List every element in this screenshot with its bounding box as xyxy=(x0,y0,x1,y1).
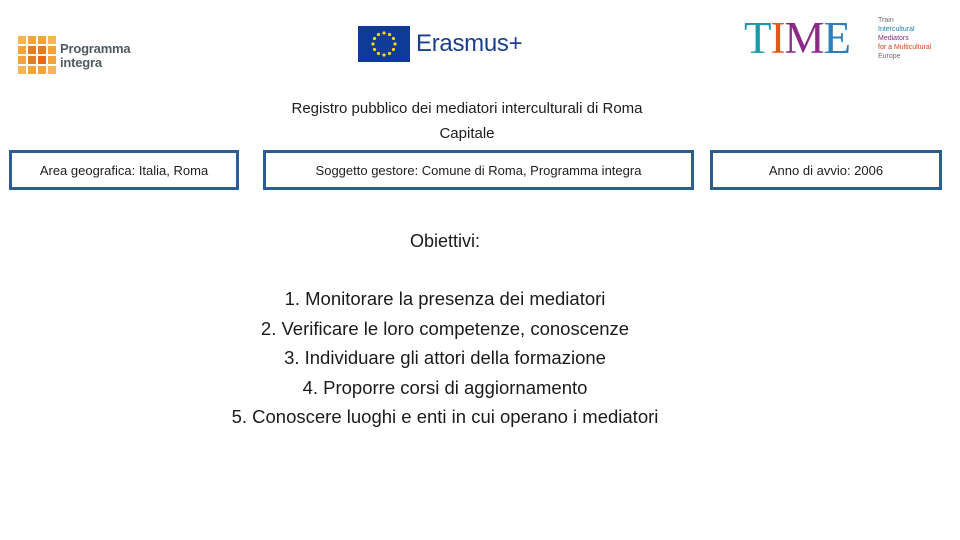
soggetto-gestore-box xyxy=(263,150,694,190)
objective-item: 4. Proporre corsi di aggiornamento xyxy=(302,376,588,398)
objective-item: 5. Conoscere luoghi e enti in cui operano i mediatori xyxy=(231,406,659,427)
tagline-line: Europe xyxy=(878,53,901,60)
tagline-line: Intercultural xyxy=(878,26,915,33)
time-letter-i: I xyxy=(770,13,785,63)
integra-logo-line1: Programma xyxy=(60,41,131,56)
objective-item: 2. Verificare le loro competenze, conoscenze xyxy=(260,317,630,339)
time-letter-t: T xyxy=(744,13,771,63)
time-letter-e: E xyxy=(823,13,851,63)
anno-di-avvio-text: Anno di avvio: 2006 xyxy=(768,162,884,178)
time-letter-m: M xyxy=(784,13,824,63)
area-geografica-text: Area geografica: Italia, Roma xyxy=(39,162,209,178)
tagline-line: Train xyxy=(878,17,894,24)
soggetto-gestore-text: Soggetto gestore: Comune di Roma, Programma integra xyxy=(315,162,642,178)
integra-grid-icon xyxy=(18,36,56,74)
erasmus-plus-logo xyxy=(358,26,538,62)
anno-di-avvio-box xyxy=(710,150,942,190)
programma-integra-logo xyxy=(18,34,143,76)
eu-flag-icon xyxy=(358,26,410,62)
time-logo-letters xyxy=(744,14,850,62)
objective-item: 3. Individuare gli attori della formazione xyxy=(284,347,606,368)
objectives-heading: Obiettivi: xyxy=(409,231,481,251)
time-logo-tagline xyxy=(878,16,950,61)
integra-logo-line2: integra xyxy=(60,55,102,70)
tagline-line: Mediators xyxy=(878,35,909,42)
page-title-line1: Registro pubblico dei mediatori interculturali di Roma xyxy=(291,100,643,117)
page-title-line2: Capitale xyxy=(439,125,495,142)
tagline-line: for a Multicultural xyxy=(878,44,932,51)
integra-logo-text xyxy=(60,42,130,70)
time-project-logo xyxy=(744,13,949,68)
objectives-list xyxy=(150,284,740,432)
area-geografica-box xyxy=(9,150,239,190)
erasmus-logo-text: Erasmus+ xyxy=(416,30,523,57)
page-title xyxy=(232,96,702,146)
objective-item: 1. Monitorare la presenza dei mediatori xyxy=(284,288,606,309)
